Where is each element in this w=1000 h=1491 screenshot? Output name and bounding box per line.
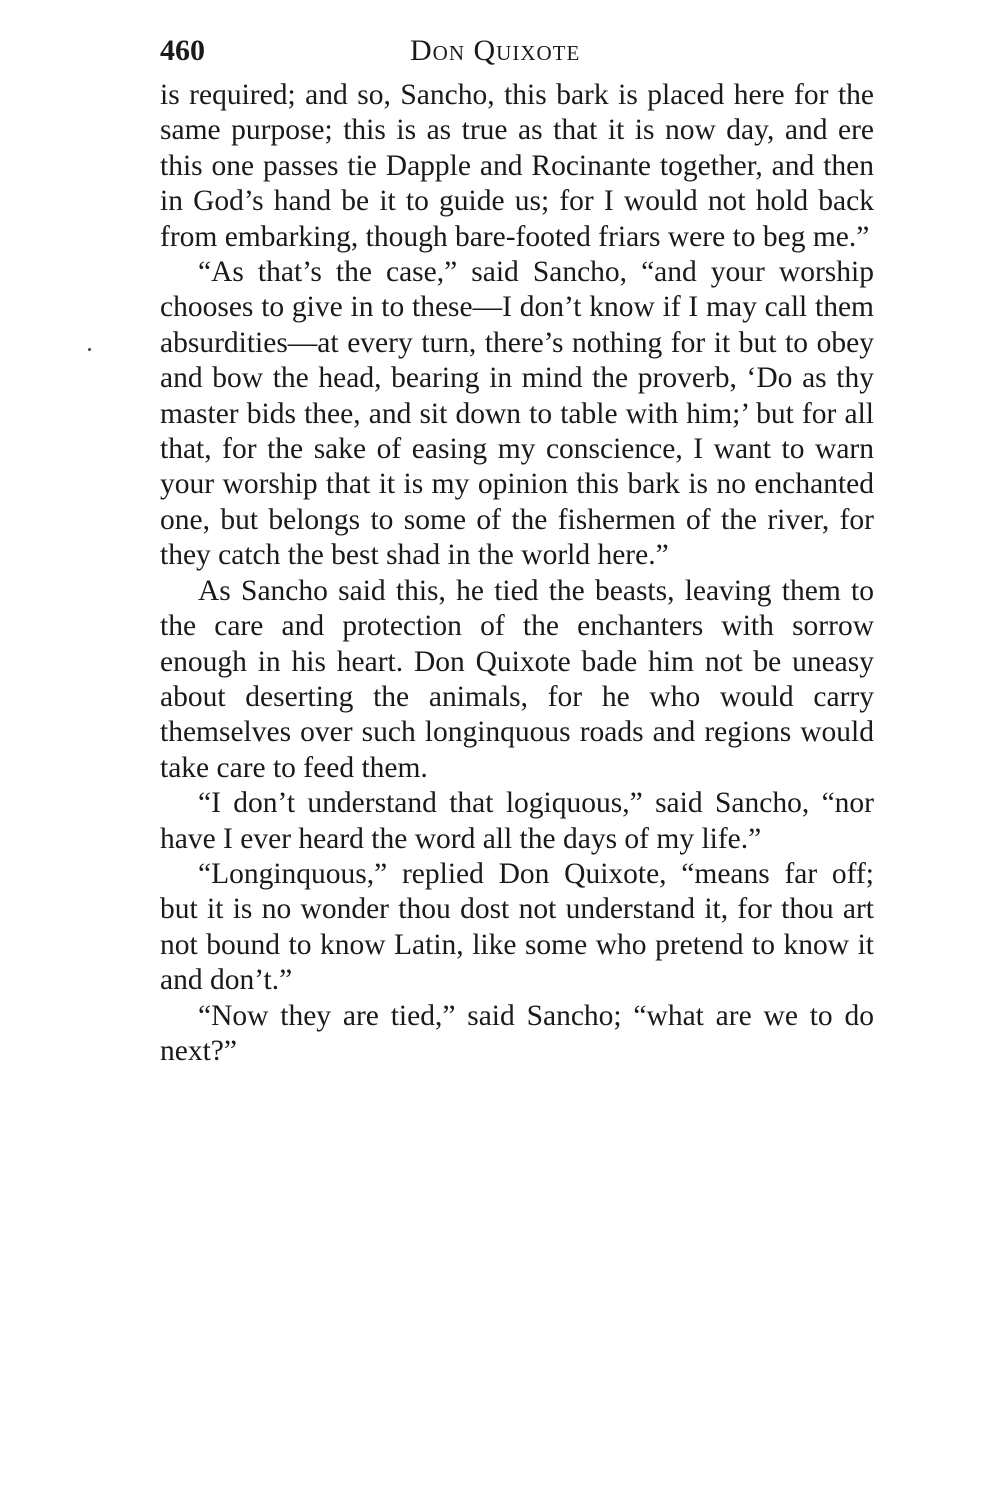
paragraph: “I don’t understand that logiquous,” said Sancho, “nor have I ever heard the word all the days of my life.” <box>160 787 874 855</box>
page-number: 460 <box>160 34 205 67</box>
paragraph: As Sancho said this, he tied the beasts, leaving them to the care and protection of the enchanters with sorrow enough in his heart. Don Quixote bade him not be uneasy about deserting the animals, for he who would carry themselves over such longinquous roads and regions would take care to feed them. <box>160 574 874 784</box>
running-head <box>160 28 874 78</box>
paragraph-continuation: is required; and so, Sancho, this bark is placed here for the same purpose; this is as true as that it is now day, and ere this one passes tie Dapple and Rocinante together, and then in God’s hand be it to guide us; for I would not hold back from embarking, though bare-footed friars were to beg me.” <box>160 79 874 253</box>
paragraph: “As that’s the case,” said Sancho, “and your worship chooses to give in to these—I don’t know if I may call them absurdities—at every turn, there’s nothing for it but to obey and bow the head, bearing in mind the proverb, ‘Do as thy master bids thee, and sit down to table with him;’ but for all that, for the sake of easing my conscience, I want to warn your worship that it is my opinion this bark is no enchanted one, but belongs to some of the fishermen of the river, for they catch the best shad in the world here.” <box>160 256 874 572</box>
paragraph: “Longinquous,” replied Don Quixote, “means far off; but it is no wonder thou dost not understand it, for thou art not bound to know Latin, like some who pretend to know it and don’t.” <box>160 857 874 997</box>
body-text <box>160 78 874 1069</box>
running-title: Don Quixote <box>410 34 581 67</box>
stray-ink-mark <box>88 348 91 351</box>
paragraph: “Now they are tied,” said Sancho; “what are we to do next?” <box>160 999 874 1067</box>
book-page <box>160 28 874 1069</box>
